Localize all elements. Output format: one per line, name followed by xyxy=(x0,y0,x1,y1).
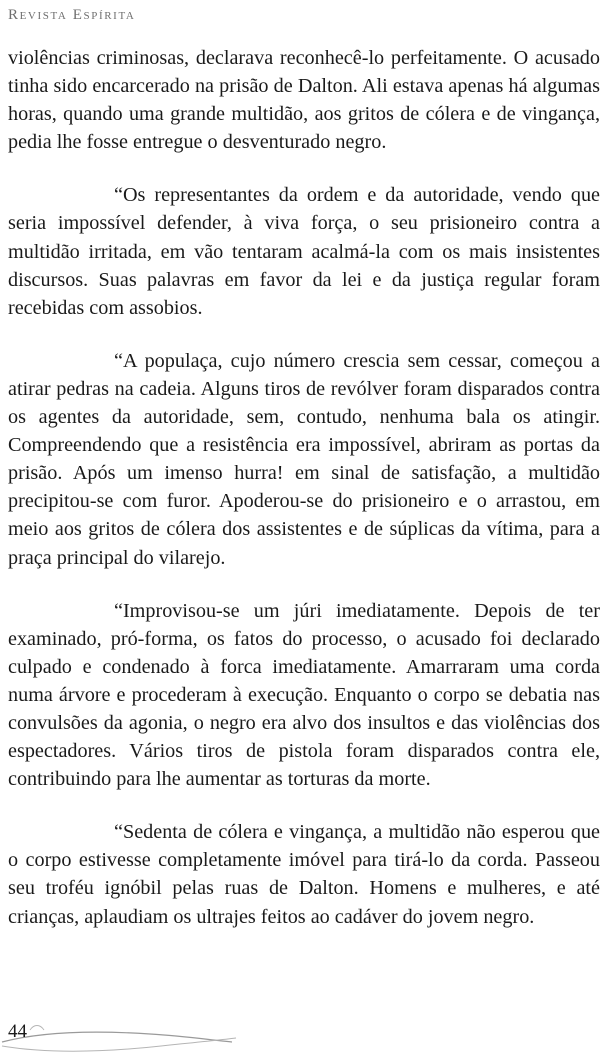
paragraph-4: “Improvisou-se um júri imediatamente. Depois de ter examinado, pró-forma, os fatos do processo, o acusado foi declarado culpado e condenado à forca imediatamente. Amarraram uma corda numa árvore e procederam à execução. Enquanto o corpo se debatia nas convulsões da agonia, o negro era alvo dos insultos e das violências dos espectadores. Vários tiros de pistola foram disparados contra ele, contribuindo para lhe aumentar as torturas da morte. xyxy=(8,599,600,791)
paragraph-2: “Os representantes da ordem e da autoridade, vendo que seria impossível defender, à viva força, o seu prisioneiro contra a multidão irritada, em vão tentaram acalmá-la com os mais insistentes discursos. Suas palavras em favor da lei e da justiça regular foram recebidas com assobios. xyxy=(8,184,600,319)
page-number: 44 xyxy=(8,1021,27,1042)
flourish-ornament-icon xyxy=(0,1018,240,1055)
running-header-title: Revista Espírita xyxy=(8,7,136,23)
body-text xyxy=(8,44,600,956)
paragraph-1: violências criminosas, declarava reconhecê-lo perfeitamente. O acusado tinha sido encarcerado na prisão de Dalton. Ali estava apenas há algumas horas, quando uma grande multidão, aos gritos de cólera e de vingança, pedia lhe fosse entregue o desventurado negro. xyxy=(8,47,600,154)
paragraph-5: “Sedenta de cólera e vingança, a multidão não esperou que o corpo estivesse completamente imóvel para tirá-lo da corda. Passeou seu troféu ignóbil pelas ruas de Dalton. Homens e mulheres, e até crianças, aplaudiam os ultrajes feitos ao cadáver do jovem negro. xyxy=(8,821,600,928)
paragraph-3: “A populaça, cujo número crescia sem cessar, começou a atirar pedras na cadeia. Alguns tiros de revólver foram disparados contra os agentes da autoridade, sem, contudo, nenhuma bala os atingir. Compreendendo que a resistência era impossível, abriram as portas da prisão. Após um imenso hurra! em sinal de satisfação, a multidão precipitou-se com furor. Apoderou-se do prisioneiro e o arrastou, em meio aos gritos de cólera dos assistentes e de súplicas da vítima, para a praça principal do vilarejo. xyxy=(8,349,600,569)
